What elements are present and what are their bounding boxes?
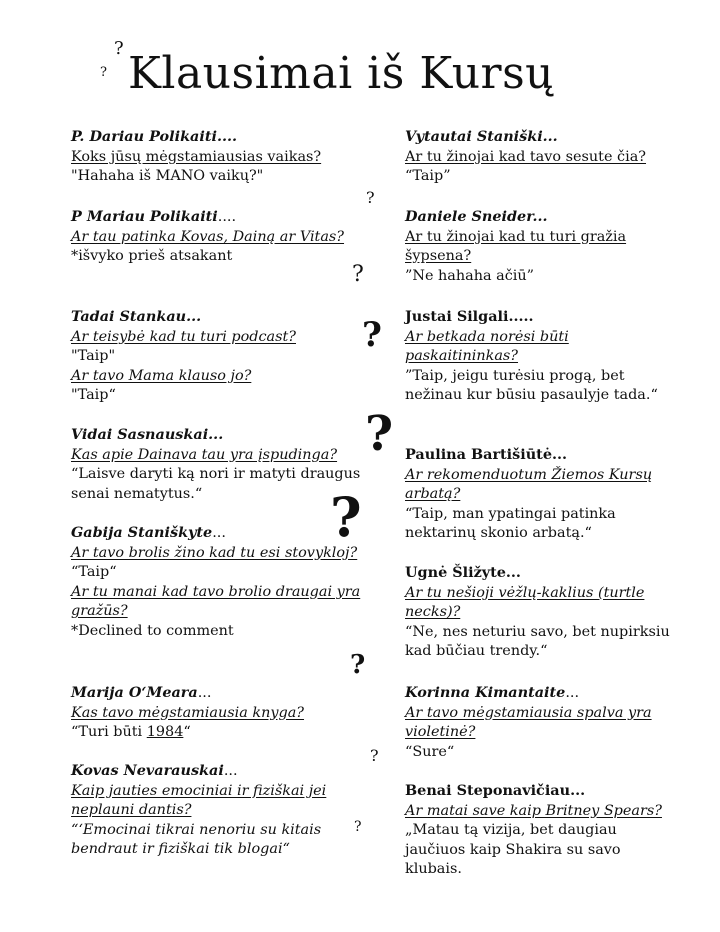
qa-entry: [405, 683, 680, 762]
entry-name: Marija O‘Meara...: [71, 684, 212, 701]
entry-name: Paulina Bartišiūtė...: [405, 446, 567, 463]
entry-name: Tadai Stankau...: [71, 308, 202, 325]
question-mark-icon: ?: [366, 188, 375, 207]
qa-entry: [71, 207, 371, 267]
answer-text: “Taip“: [71, 564, 117, 580]
question-text: Ar tavo brolis žino kad tu esi stovykloj?: [71, 544, 358, 561]
question-mark-icon: ?: [370, 746, 379, 765]
answer-text: “‘Emocinai tikrai nenoriu su kitais bendraut ir fiziškai tik blogai“: [71, 821, 322, 857]
answer-text: “Taip”: [405, 168, 451, 184]
question-mark-icon: ?: [350, 650, 366, 680]
qa-entry: [405, 445, 680, 544]
answer-text: „Matau tą vizija, bet daugiau jaučiuos kaip Shakira su savo klubais.: [405, 822, 621, 877]
qa-entry: [405, 127, 680, 187]
answer-text: “Laisve daryti ką nori ir matyti draugus senai nematytus.“: [71, 466, 361, 502]
answer-text: ”Taip, jeigu turėsiu progą, bet nežinau kur būsiu pasaulyje tada.“: [405, 367, 658, 403]
question-text: Kaip jauties emociniai ir fiziškai jei neplauni dantis?: [71, 782, 327, 818]
question-text: Ar tu nešioji vėžlų-kaklius (turtle necks)?: [405, 584, 645, 620]
question-text: Ar tavo mėgstamiausia spalva yra violetinė?: [405, 704, 652, 740]
qa-entry: [71, 683, 371, 743]
question-text: Ar tavo Mama klauso jo?: [71, 367, 252, 384]
entry-name: Justai Silgali.....: [405, 308, 534, 325]
entry-name: Kovas Nevarauskai...: [71, 762, 238, 779]
qa-entry: [71, 127, 371, 187]
entry-name: Korinna Kimantaite...: [405, 684, 580, 701]
entry-name: Vidai Sasnauskai...: [71, 426, 224, 443]
question-text: Ar tu žinojai kad tavo sesute čia?: [405, 148, 647, 165]
answer-text: “Sure“: [405, 743, 455, 760]
question-text: Ar tau patinka Kovas, Dainą ar Vitas?: [71, 228, 345, 245]
qa-entry: [71, 761, 371, 860]
answer-text: *Declined to comment: [71, 622, 234, 639]
answer-text: “Turi būti 1984“: [71, 724, 191, 740]
qa-entry: [405, 307, 680, 406]
question-mark-icon: ?: [352, 262, 364, 287]
entry-name: Benai Steponavičiau...: [405, 782, 586, 799]
qa-entry: [71, 523, 371, 641]
question-text: Ar tu žinojai kad tu turi gražia šypsena?: [405, 228, 627, 264]
answer-text: “Ne, nes neturiu savo, bet nupirksiu kad būčiau trendy.“: [405, 623, 670, 659]
question-mark-icon: ?: [354, 819, 362, 835]
entry-name: Gabija Staniškyte...: [71, 524, 226, 541]
question-text: Ar matai save kaip Britney Spears?: [405, 802, 662, 819]
qa-entry: [405, 207, 680, 286]
answer-text: "Taip": [71, 348, 116, 364]
question-mark-icon: ?: [114, 38, 124, 59]
qa-entry: [71, 307, 371, 406]
question-mark-icon: ?: [362, 315, 382, 355]
qa-entry: [405, 781, 680, 880]
page-title: Klausimai iš Kursų: [128, 48, 555, 99]
question-text: Koks jūsų mėgstamiausias vaikas?: [71, 148, 322, 165]
question-text: Ar rekomenduotum Žiemos Kursų arbatą?: [405, 466, 653, 502]
answer-text: *išvyko prieš atsakant: [71, 248, 233, 264]
answer-text: "Hahaha iš MANO vaikų?": [71, 168, 264, 184]
answer-text: "Taip“: [71, 387, 116, 403]
answer-text: ”Ne hahaha ačiū”: [405, 267, 535, 284]
question-mark-icon: ?: [330, 485, 362, 549]
qa-entry: [71, 425, 371, 504]
entry-name: Vytautai Staniški...: [405, 128, 558, 145]
entry-name: Ugnė Šližyte...: [405, 564, 521, 581]
question-mark-icon: ?: [100, 65, 107, 80]
question-text: Ar betkada norėsi būti paskaitininkas?: [405, 328, 569, 364]
qa-entry: [405, 563, 680, 662]
question-mark-icon: ?: [365, 406, 394, 462]
entry-name: P. Dariau Polikaiti....: [71, 128, 237, 145]
question-text: Kas tavo mėgstamiausia knyga?: [71, 704, 305, 721]
question-text: Kas apie Dainava tau yra įspudinga?: [71, 446, 338, 463]
entry-name: P Mariau Polikaiti....: [71, 208, 237, 225]
answer-text: “Taip, man ypatingai patinka nektarinų skonio arbatą.“: [405, 505, 616, 541]
question-text: Ar tu manai kad tavo brolio draugai yra gražūs?: [71, 583, 361, 619]
entry-name: Daniele Sneider...: [405, 208, 548, 225]
question-text: Ar teisybė kad tu turi podcast?: [71, 328, 296, 345]
